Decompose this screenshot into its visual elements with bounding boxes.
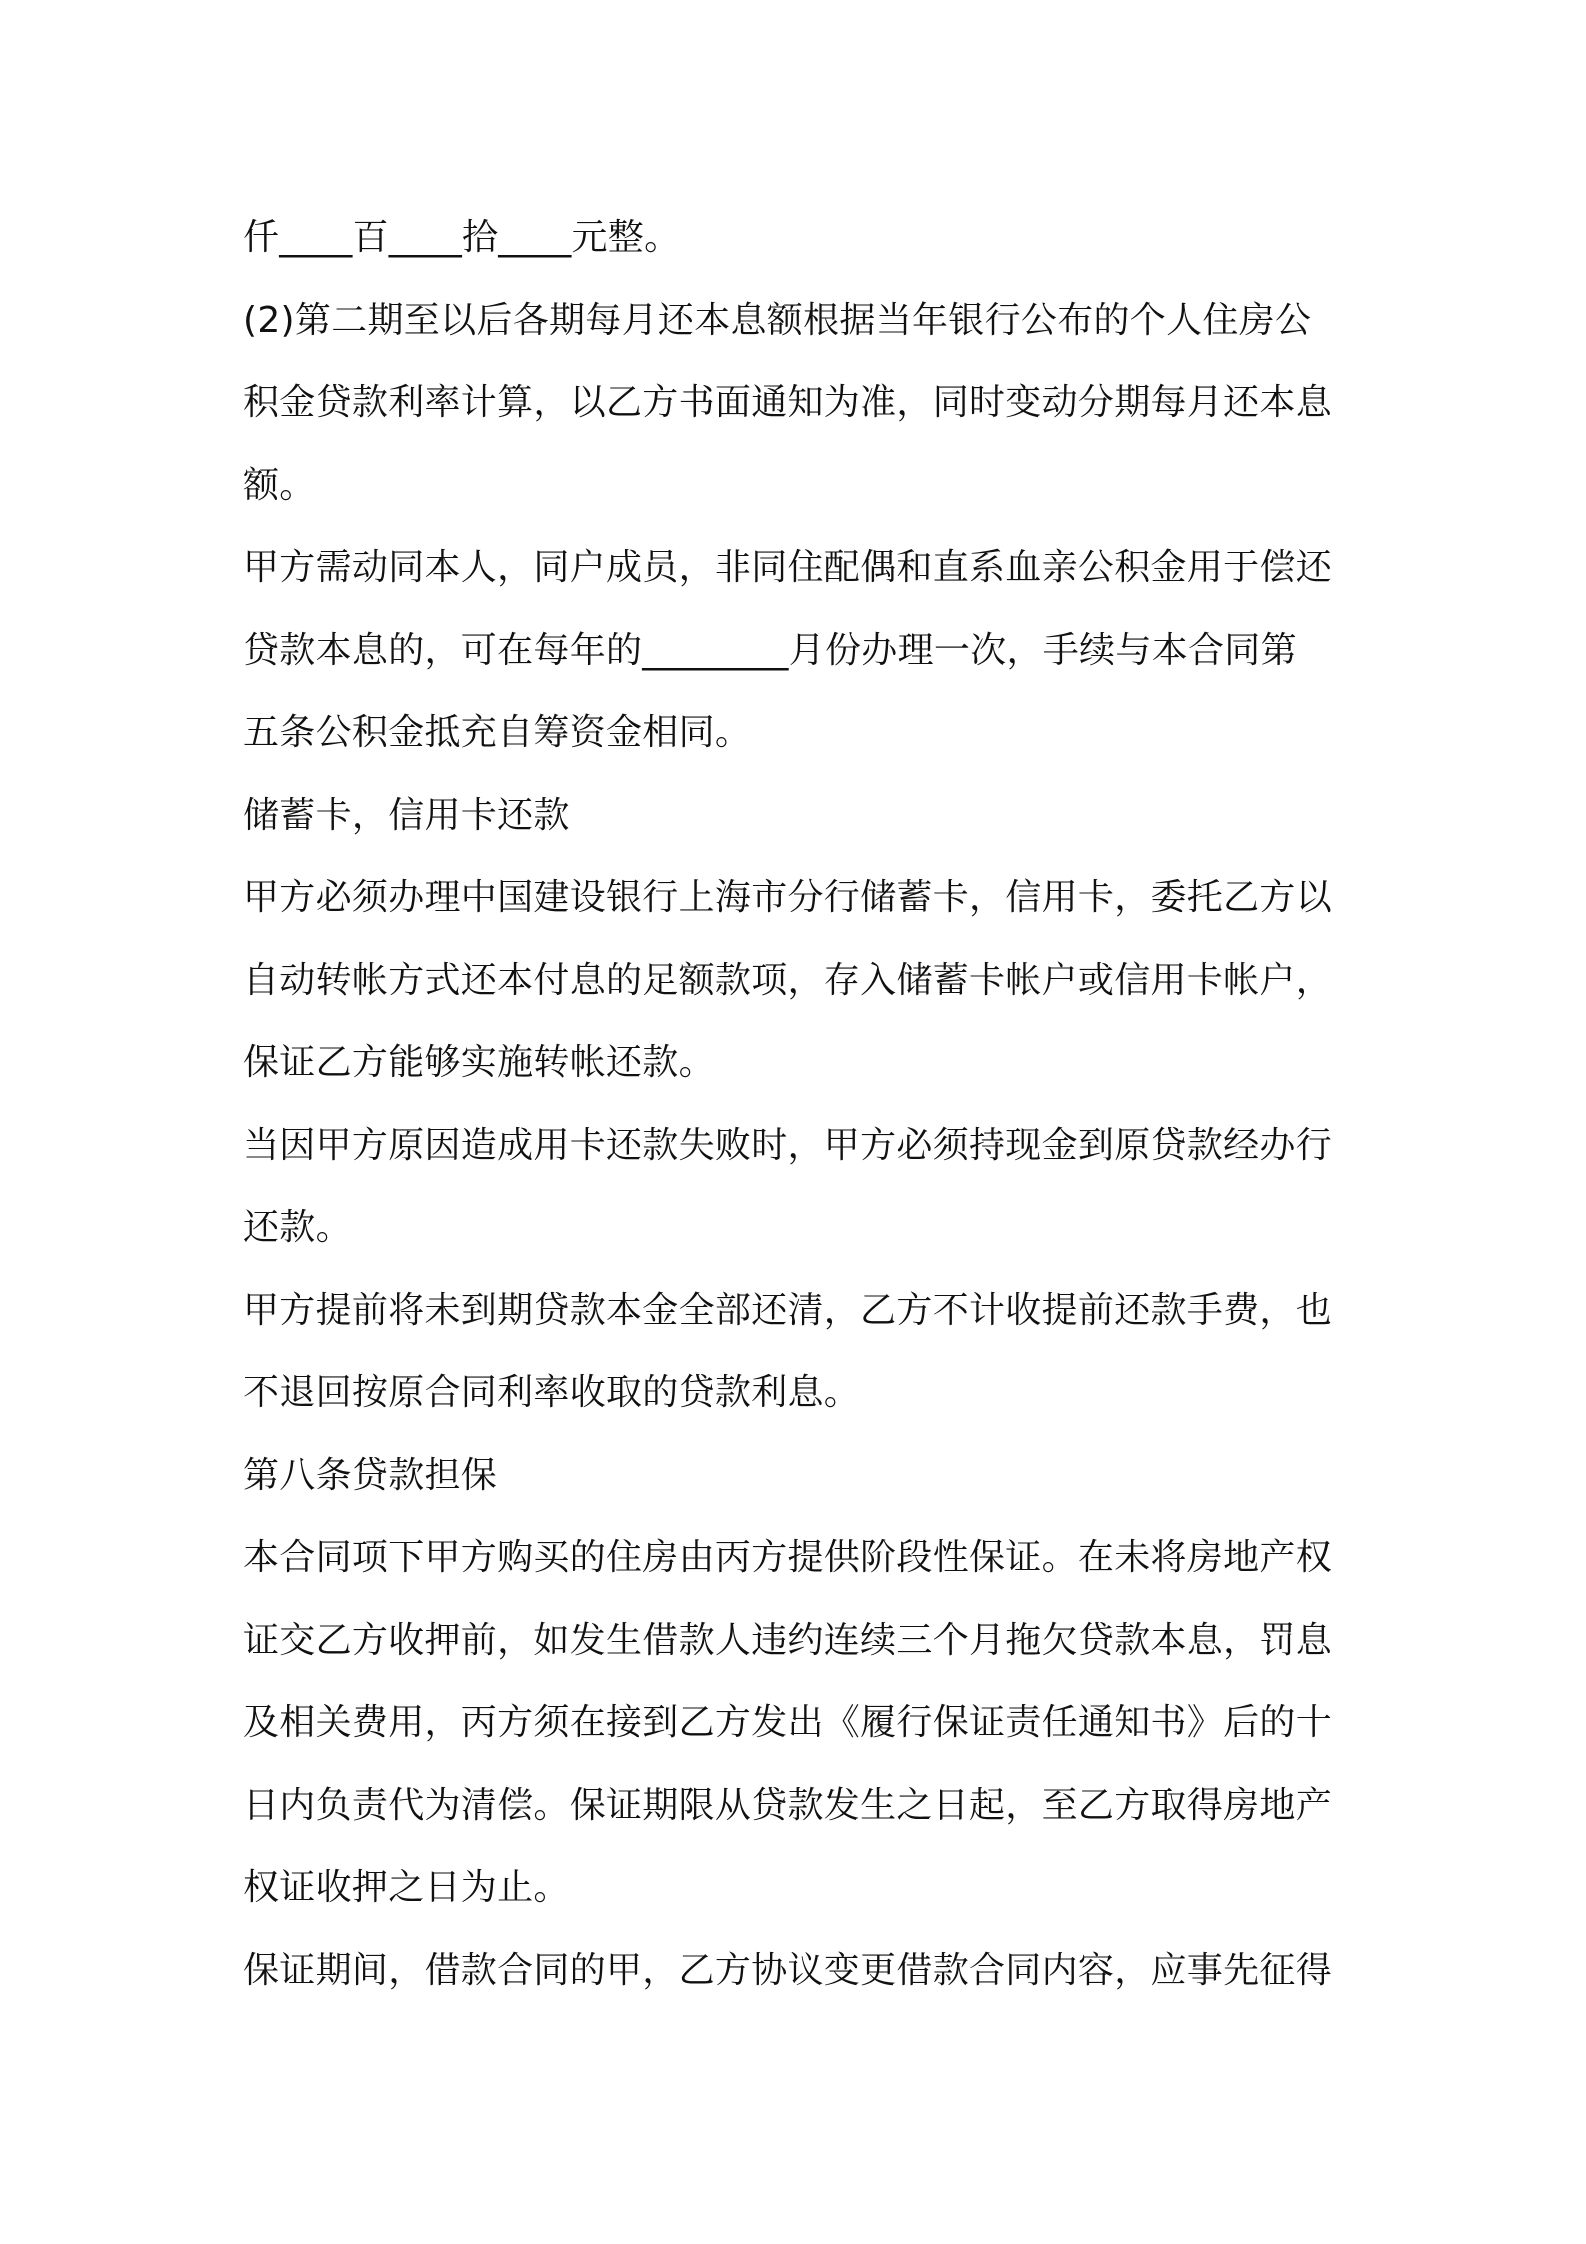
text-line: 积金贷款利率计算，以乙方书面通知为准，同时变动分期每月还本息	[243, 382, 1333, 423]
text-line: 保证期间，借款合同的甲，乙方协议变更借款合同内容，应事先征得	[243, 1949, 1333, 1991]
text-line: 额。	[243, 464, 316, 506]
text-line: 自动转帐方式还本付息的足额款项，存入储蓄卡帐户或信用卡帐户，	[243, 959, 1333, 1001]
text-line: 甲方需动同本人，同户成员，非同住配偶和直系血亲公积金用于偿还	[243, 547, 1333, 588]
document-body	[243, 197, 1356, 2012]
text-line: 不退回按原合同利率收取的贷款利息。	[243, 1372, 861, 1413]
text-line: 甲方必须办理中国建设银行上海市分行储蓄卡，信用卡，委托乙方以	[243, 877, 1333, 918]
section-heading: 第八条贷款担保	[243, 1454, 498, 1496]
text-line: 仟____百____拾____元整。	[243, 217, 681, 258]
text-line: 甲方提前将未到期贷款本金全部还清，乙方不计收提前还款手费，也	[243, 1289, 1333, 1331]
text-line: 还款。	[243, 1207, 352, 1248]
text-line: 五条公积金抵充自筹资金相同。	[243, 712, 752, 753]
text-line: 本合同项下甲方购买的住房由丙方提供阶段性保证。在未将房地产权	[243, 1537, 1333, 1578]
text-line: 当因甲方原因造成用卡还款失败时，甲方必须持现金到原贷款经办行	[243, 1124, 1333, 1166]
text-line: 证交乙方收押前，如发生借款人违约连续三个月拖欠贷款本息，罚息	[243, 1619, 1333, 1661]
text-line: 贷款本息的，可在每年的________月份办理一次，手续与本合同第	[243, 629, 1297, 671]
section-heading: 储蓄卡，信用卡还款	[243, 794, 570, 836]
text-line: (2)第二期至以后各期每月还本息额根据当年银行公布的个人住房公	[243, 299, 1312, 341]
text-line: 权证收押之日为止。	[243, 1867, 570, 1908]
text-line: 及相关费用，丙方须在接到乙方发出《履行保证责任通知书》后的十	[243, 1702, 1333, 1743]
text-line: 日内负责代为清偿。保证期限从贷款发生之日起，至乙方取得房地产	[243, 1784, 1333, 1826]
text-line: 保证乙方能够实施转帐还款。	[243, 1042, 715, 1083]
